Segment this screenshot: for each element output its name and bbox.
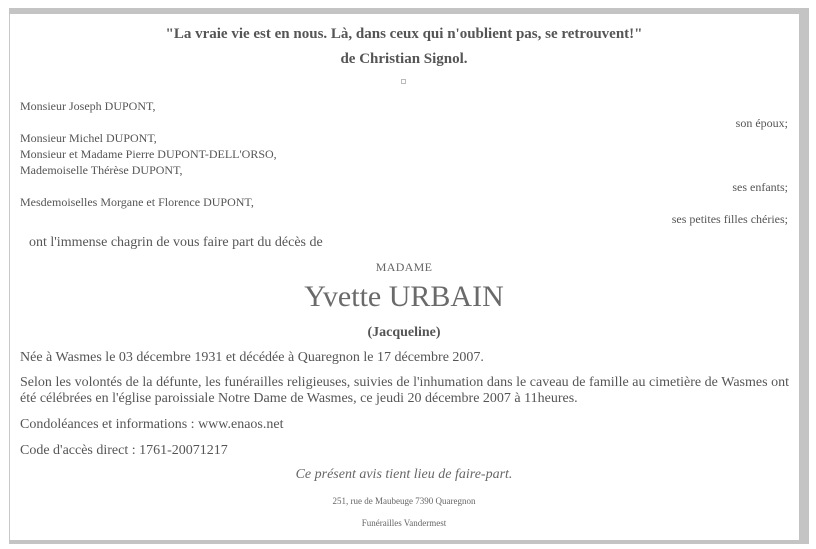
deceased-title: MADAME (375, 260, 433, 274)
quote-author: de Christian Signol. (340, 51, 468, 67)
grandchildren-role: ses petites filles chéries; (671, 212, 788, 226)
grandchildren-names: Mesdemoiselles Morgane et Florence DUPONT, (20, 195, 254, 209)
child-name: Monsieur Michel DUPONT, (20, 131, 157, 145)
page-frame-bottom (9, 540, 809, 544)
access-code-text: Code d'accès direct : 1761-20071217 (20, 443, 228, 458)
spouse-role: son époux; (735, 116, 788, 130)
child-name: Mademoiselle Thérèse DUPONT, (20, 163, 183, 177)
obituary-notice (9, 14, 798, 540)
condolences-text: Condoléances et informations : www.enaos.net (20, 417, 284, 432)
faire-part-note: Ce présent avis tient lieu de faire-part. (295, 467, 513, 482)
funeral-home-name: Funérailles Vandermest (361, 518, 447, 528)
birth-death-text: Née à Wasmes le 03 décembre 1931 et décédée à Quaregnon le 17 décembre 2007. (20, 350, 484, 365)
child-name: Monsieur et Madame Pierre DUPONT-DELL'ORSO, (20, 147, 277, 161)
children-role: ses enfants; (732, 180, 788, 194)
funeral-text: Selon les volontés de la défunte, les funérailles religieuses, suivies de l'inhumation dans le caveau de famille au cimetière de Wasmes ont été célébrées en l'église paroissiale Notre Dame de Wasmes, ce jeudi 20 décembre 2007 à 11heures. (20, 375, 789, 406)
deceased-name: Yvette URBAIN (304, 280, 504, 313)
address-text: 251, rue de Maubeuge 7390 Quaregnon (332, 496, 476, 506)
page-frame-right (799, 8, 809, 544)
announcement-text: ont l'immense chagrin de vous faire part du décès de (29, 235, 323, 250)
ornament-icon (401, 79, 406, 84)
quote-text: "La vraie vie est en nous. Là, dans ceux qui n'oublient pas, se retrouvent!" (165, 26, 643, 42)
spouse-name: Monsieur Joseph DUPONT, (20, 99, 156, 113)
deceased-nickname: (Jacqueline) (367, 325, 441, 340)
